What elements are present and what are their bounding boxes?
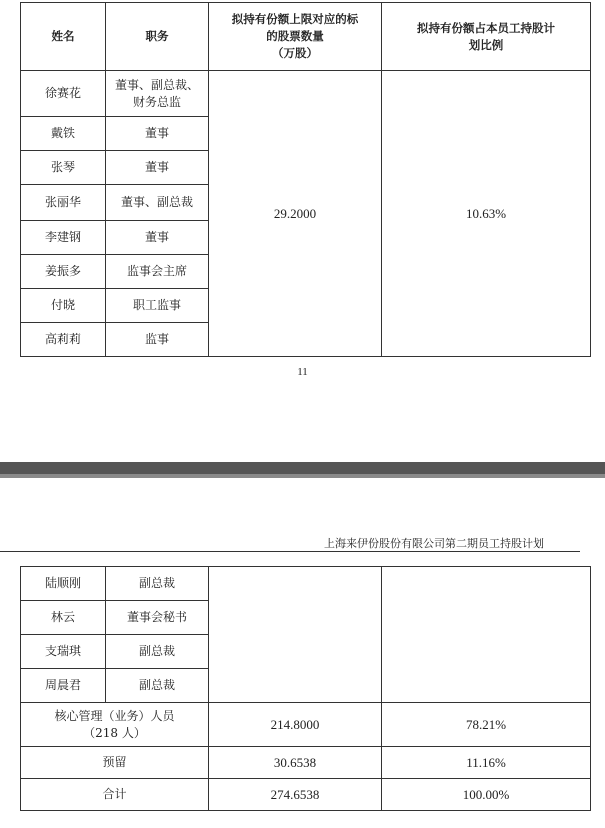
row-name: 张琴 <box>21 151 106 185</box>
header-ratio-line1: 拟持有份额占本员工持股计 <box>417 20 555 35</box>
header-ratio-line2: 划比例 <box>468 37 504 52</box>
row-title: 职工监事 <box>106 289 209 323</box>
row-name: 戴铁 <box>21 117 106 151</box>
page-number: 11 <box>297 366 308 378</box>
row-name: 徐赛花 <box>21 71 106 117</box>
row-name: 李建钢 <box>21 221 106 255</box>
header-title: 职务 <box>106 3 209 71</box>
row-name: 张丽华 <box>21 185 106 221</box>
row-title: 董事 <box>106 151 209 185</box>
core-staff-shares: 214.8000 <box>209 703 382 747</box>
core-staff-ratio: 78.21% <box>382 703 591 747</box>
allocation-table-top <box>20 2 591 357</box>
header-share-count-line2: 的股票数量 <box>266 29 324 43</box>
row-title: 董事、副总裁、财务总监 <box>106 71 209 117</box>
reserve-ratio: 11.16% <box>382 747 591 779</box>
combined-share-count: 29.2000 <box>209 71 382 357</box>
row-title: 副总裁 <box>106 635 209 669</box>
row-name: 陆顺刚 <box>21 567 106 601</box>
header-name: 姓名 <box>21 3 106 71</box>
combined-ratio-cont <box>382 567 591 703</box>
row-title: 董事、副总裁 <box>106 185 209 221</box>
row-name: 高莉莉 <box>21 323 106 357</box>
row-title: 董事 <box>106 117 209 151</box>
reserve-shares: 30.6538 <box>209 747 382 779</box>
combined-share-count-cont <box>209 567 382 703</box>
core-staff-label <box>21 703 209 747</box>
row-name: 支瑞琪 <box>21 635 106 669</box>
row-title: 监事 <box>106 323 209 357</box>
row-name: 周晨君 <box>21 669 106 703</box>
reserve-label: 预留 <box>21 747 209 779</box>
row-name: 付晓 <box>21 289 106 323</box>
row-name: 林云 <box>21 601 106 635</box>
row-title: 副总裁 <box>106 567 209 601</box>
total-ratio: 100.00% <box>382 779 591 811</box>
header-share-count-line1: 拟持有份额上限对应的标 <box>231 12 359 26</box>
allocation-table-bottom <box>20 566 591 811</box>
header-ratio <box>382 3 591 71</box>
header-rule <box>0 551 580 552</box>
running-header: 上海来伊份股份有限公司第二期员工持股计划 <box>324 537 544 550</box>
header-share-count-line3: （万股） <box>272 46 318 60</box>
row-name: 姜振多 <box>21 255 106 289</box>
total-label: 合计 <box>21 779 209 811</box>
header-share-count <box>209 3 382 71</box>
core-staff-label-line1: 核心管理（业务）人员 <box>54 708 175 723</box>
combined-ratio: 10.63% <box>382 71 591 357</box>
row-title: 董事会秘书 <box>106 601 209 635</box>
row-title: 董事 <box>106 221 209 255</box>
row-title: 监事会主席 <box>106 255 209 289</box>
core-staff-label-line2: （218 人） <box>83 725 146 740</box>
total-shares: 274.6538 <box>209 779 382 811</box>
row-title: 副总裁 <box>106 669 209 703</box>
page-separator <box>0 462 605 474</box>
